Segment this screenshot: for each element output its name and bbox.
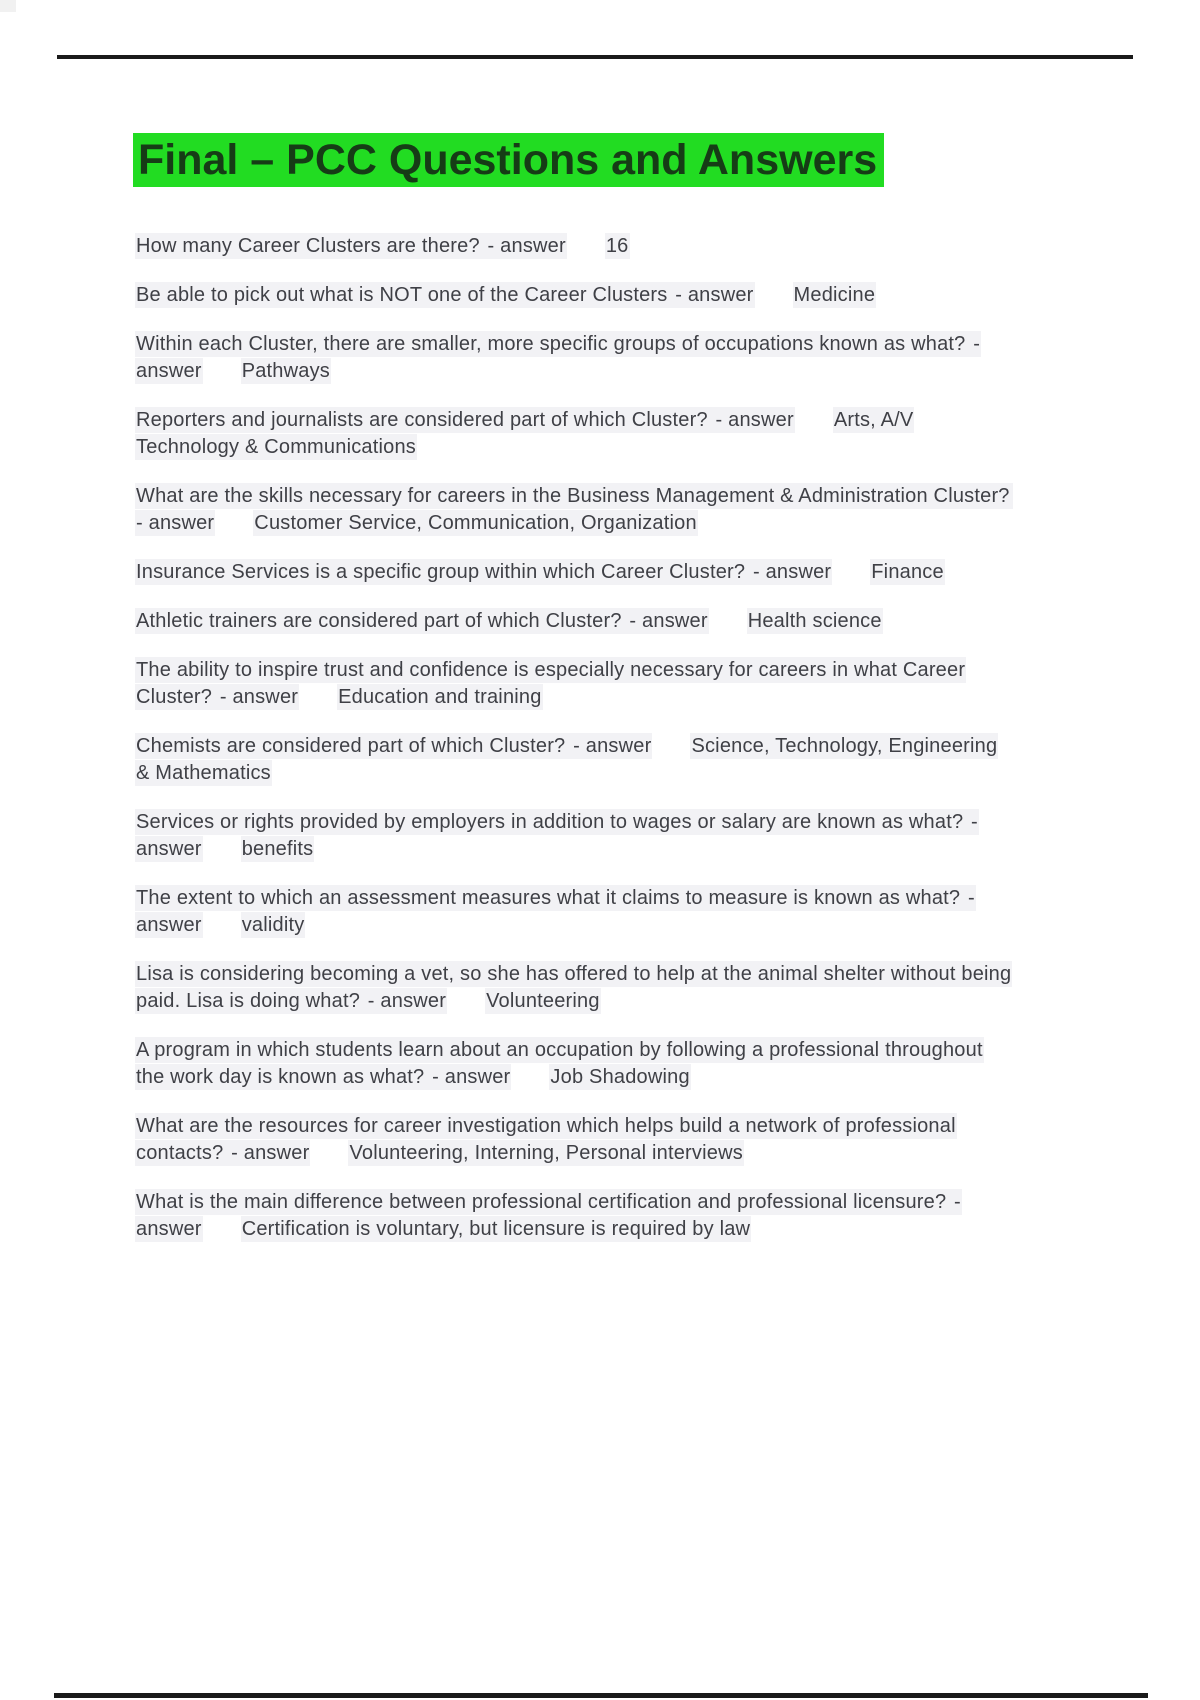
answer-text: Job Shadowing bbox=[550, 1066, 690, 1088]
answer-text: Medicine bbox=[793, 284, 876, 306]
answer-marker: - answer bbox=[709, 409, 794, 431]
qa-item bbox=[135, 608, 1015, 635]
answer-marker: - answer bbox=[136, 811, 978, 860]
page-title: Final – PCC Questions and Answers bbox=[133, 133, 884, 187]
document-body bbox=[135, 233, 1015, 1265]
top-divider-rule bbox=[57, 55, 1133, 59]
answer-marker: - answer bbox=[481, 235, 566, 257]
corner-artifact bbox=[0, 0, 16, 12]
question-text: Reporters and journalists are considered part of which Cluster? bbox=[136, 409, 708, 431]
question-text: Be able to pick out what is NOT one of the Career Clusters bbox=[136, 284, 668, 306]
answer-marker: - answer bbox=[747, 561, 832, 583]
question-text: What is the main difference between professional certification and professional licensure? bbox=[136, 1191, 947, 1213]
answer-marker: - answer bbox=[135, 483, 1013, 536]
answer-text: Certification is voluntary, but licensure is required by law bbox=[241, 1218, 751, 1240]
bottom-divider-rule bbox=[54, 1693, 1148, 1698]
qa-item bbox=[135, 331, 1015, 385]
qa-item bbox=[135, 961, 1015, 1015]
qa-item bbox=[135, 1037, 1015, 1091]
title-container bbox=[133, 133, 884, 187]
answer-text: Volunteering, Interning, Personal interviews bbox=[349, 1142, 743, 1164]
qa-item bbox=[135, 657, 1015, 711]
answer-text: Education and training bbox=[338, 686, 542, 708]
question-text: What are the skills necessary for careers in the Business Management & Administration Cluster? bbox=[136, 485, 1010, 507]
answer-text: validity bbox=[241, 914, 305, 936]
question-text: What are the resources for career investigation which helps build a network of professional contacts? bbox=[136, 1115, 956, 1164]
qa-item bbox=[135, 1189, 1015, 1243]
question-text: Insurance Services is a specific group within which Career Cluster? bbox=[136, 561, 746, 583]
question-text: Within each Cluster, there are smaller, more specific groups of occupations known as what? bbox=[136, 333, 966, 355]
answer-marker: - answer bbox=[225, 1142, 310, 1164]
question-text: How many Career Clusters are there? bbox=[136, 235, 480, 257]
answer-text: Finance bbox=[871, 561, 944, 583]
qa-item bbox=[135, 809, 1015, 863]
answer-marker: - answer bbox=[669, 284, 754, 306]
qa-item bbox=[135, 233, 1015, 260]
qa-item bbox=[135, 1113, 1015, 1167]
answer-text: Arts, A/V Technology & Communications bbox=[136, 409, 914, 458]
question-text: The ability to inspire trust and confidence is especially necessary for careers in what Career Cluster? bbox=[136, 659, 966, 708]
answer-marker: - answer bbox=[214, 686, 299, 708]
qa-item bbox=[135, 733, 1015, 787]
answer-marker: - answer bbox=[623, 610, 708, 632]
answer-text: Volunteering bbox=[486, 990, 600, 1012]
answer-marker: - answer bbox=[136, 887, 975, 936]
answer-marker: - answer bbox=[362, 990, 447, 1012]
question-text: Chemists are considered part of which Cluster? bbox=[136, 735, 566, 757]
answer-text: Customer Service, Communication, Organization bbox=[254, 512, 697, 534]
question-text: Services or rights provided by employers in addition to wages or salary are known as what? bbox=[136, 811, 964, 833]
answer-text: Pathways bbox=[241, 360, 330, 382]
answer-text: Health science bbox=[747, 610, 882, 632]
answer-marker: - answer bbox=[136, 333, 981, 382]
qa-item bbox=[135, 885, 1015, 939]
question-text: Lisa is considering becoming a vet, so she has offered to help at the animal shelter without being paid. Lisa is doing what? bbox=[136, 963, 1012, 1012]
answer-text: 16 bbox=[605, 235, 629, 257]
question-text: Athletic trainers are considered part of which Cluster? bbox=[136, 610, 622, 632]
answer-marker: - answer bbox=[136, 1191, 961, 1240]
qa-item bbox=[135, 407, 1015, 461]
question-text: The extent to which an assessment measures what it claims to measure is known as what? bbox=[136, 887, 961, 909]
qa-item bbox=[135, 559, 1015, 586]
answer-text: Science, Technology, Engineering & Mathematics bbox=[136, 735, 998, 784]
answer-text: benefits bbox=[241, 838, 314, 860]
answer-marker: - answer bbox=[567, 735, 652, 757]
answer-marker: - answer bbox=[426, 1066, 511, 1088]
qa-item bbox=[135, 483, 1015, 537]
question-text: A program in which students learn about an occupation by following a professional throughout the work day is known as what? bbox=[136, 1039, 983, 1088]
qa-item bbox=[135, 282, 1015, 309]
